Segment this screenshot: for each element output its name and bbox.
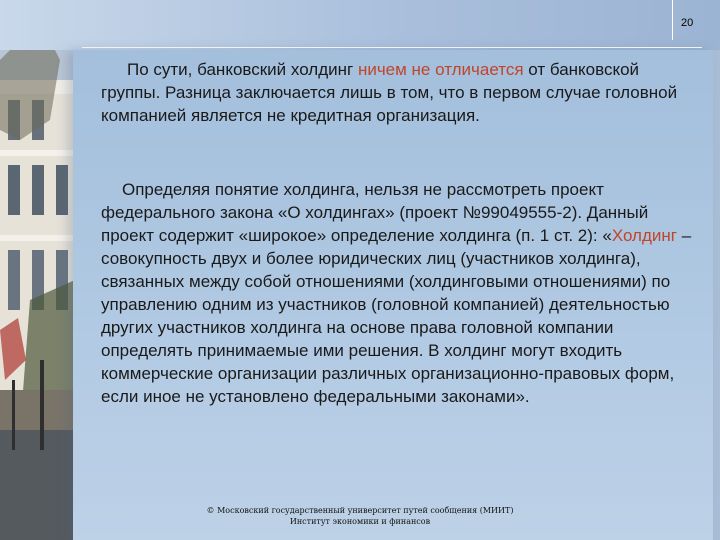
paragraph-2-text-rest: – совокупность двух и более юридических лиц (участников холдинга), связанных между собой отношениями (холдинговыми отношениями) по управлению одним из участников (головной компанией) деятельностью других участников холдинга на основе права головной компании определять принимаемые ими решения. В холдинг могут входить коммерческие организации различных организационно-правовых форм, если иное не установлено федеральными законами».: [101, 226, 692, 406]
paragraph-2: [101, 178, 701, 408]
paragraph-2-highlight: Холдинг: [611, 226, 677, 245]
footer-institute: Институт экономики и финансов: [289, 517, 431, 526]
paragraph-2-text: Определяя понятие холдинга, нельзя не рассмотреть проект федерального закона «О холдингах» (проект №99049555-2). Данный проект содержит «широкое» определение холдинга (п. 1 ст. 2): «: [101, 180, 649, 245]
paragraph-1-highlight: ничем не отличается: [357, 60, 524, 79]
footer: [160, 505, 560, 527]
title-band: [0, 0, 720, 50]
paragraph-1: [101, 58, 701, 127]
slide-number: 20: [681, 17, 694, 29]
paragraph-1-text-rest: от банковской группы. Разница заключается лишь в том, что в первом случае головной компанией является не кредитная организация.: [101, 60, 678, 125]
header-divider-vertical: [672, 0, 673, 40]
header-divider-horizontal: [82, 47, 702, 48]
footer-copyright: © Московский государственный университет путей сообщения (МИИТ): [206, 506, 514, 515]
paragraph-1-text: По сути, банковский холдинг: [127, 60, 358, 79]
